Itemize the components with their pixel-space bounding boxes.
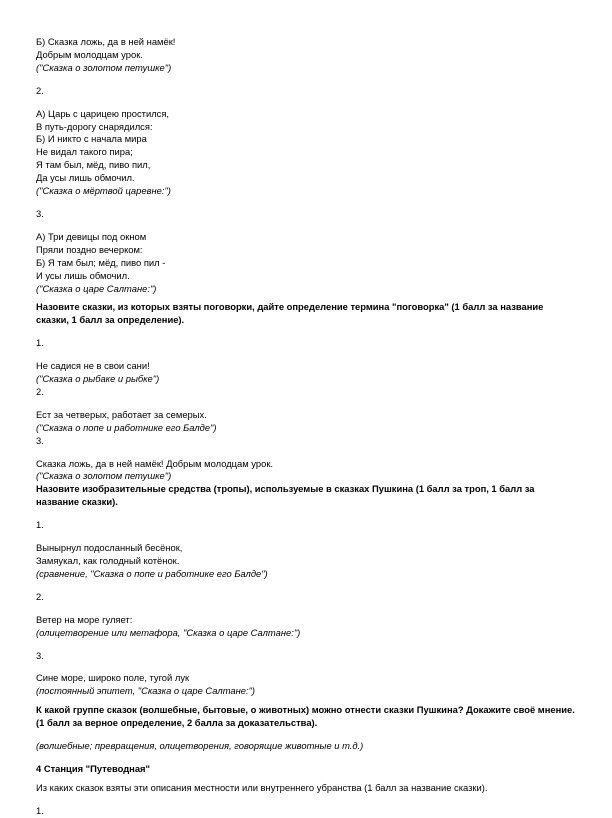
task-question: Назовите сказки, из которых взяты поговорки, дайте определение термина "поговорка" (1 балл за название сказки, 1 балл за определение).: [36, 301, 544, 326]
trope-line: Вынырнул подосланный бесёнок,: [36, 542, 183, 554]
task-question: Назовите изобразительные средства (тропы), используемые в сказках Пушкина (1 балл за троп, 1 балл за название сказки).: [36, 483, 535, 508]
task-tropes: [36, 483, 576, 698]
task-answer: (волшебные; превращения, олицетворения, говорящие животные и т.д.): [36, 740, 364, 752]
quote-line: Не видал такого пира;: [36, 146, 133, 158]
item-number: 1.: [36, 519, 44, 531]
trope-line: Замяукал, как голодный котёнок.: [36, 555, 180, 566]
quote-block-3: [36, 208, 576, 295]
document-page: [36, 36, 576, 818]
station-title: 4 Станция "Путеводная": [36, 762, 150, 774]
item-number: 2.: [36, 590, 44, 602]
quote-line: И усы лишь обмочил.: [36, 269, 130, 281]
proverb-text: Сказка ложь, да в ней намёк! Добрым молодцам урок.: [36, 457, 274, 469]
proverb-text: Ест за четверых, работает за семерых.: [36, 408, 207, 420]
quote-line: В путь-дорогу снарядился:: [36, 120, 153, 132]
task-proverbs: [36, 301, 576, 483]
proverb-text: Не садися не в свои сани!: [36, 360, 150, 372]
quote-source: ("Сказка о мёртвой царевне:"): [36, 185, 171, 197]
quote-line: Я там был, мёд, пиво пил,: [36, 159, 151, 171]
trope-answer: (сравнение, "Сказка о попе и работнике его Балде"): [36, 567, 268, 579]
trope-line: Сине море, широко поле, тугой лук: [36, 672, 190, 684]
quote-line: А) Три девицы под окном: [36, 230, 147, 242]
quote-source: ("Сказка о царе Салтане:"): [36, 282, 157, 294]
quote-line: Да усы лишь обмочил.: [36, 172, 135, 184]
quote-line: Пряли поздно вечерком:: [36, 243, 143, 255]
quote-line: Добрым молодцам урок.: [36, 48, 143, 60]
item-number: 1.: [36, 337, 44, 349]
quote-line: Б) И никто с начала мира: [36, 133, 147, 145]
trope-answer: (олицетворение или метафора, "Сказка о царе Салтане:"): [36, 626, 301, 638]
item-number: 3.: [36, 434, 44, 446]
quote-line: А) Царь с царицею простился,: [36, 107, 170, 119]
task-question: К какой группе сказок (волшебные, бытовые, о животных) можно отнести сказки Пушкина? Докажите своё мнение. (1 балл за верное определение, 2 балла за доказательства).: [36, 704, 575, 729]
quote-source: ("Сказка о золотом петушке"): [36, 61, 172, 73]
proverb-source: ("Сказка о попе и работнике его Балде"): [36, 421, 217, 433]
trope-answer: (постоянный эпитет, "Сказка о царе Салтане:"): [36, 685, 256, 697]
item-number: 2.: [36, 385, 44, 397]
station-section: [36, 763, 576, 818]
station-task: Из каких сказок взяты эти описания местности или внутреннего убранства (1 балл за название сказки).: [36, 781, 488, 793]
quote-block-2: [36, 85, 576, 198]
task-groups: [36, 704, 576, 753]
item-number: 2.: [36, 84, 44, 96]
quote-line: Б) Я там был; мёд, пиво пил -: [36, 256, 166, 268]
item-number: 3.: [36, 207, 44, 219]
quote-block-1: [36, 36, 576, 75]
proverb-source: ("Сказка о золотом петушке"): [36, 470, 172, 482]
item-number: 1.: [36, 804, 44, 816]
quote-line: Б) Сказка ложь, да в ней намёк!: [36, 36, 176, 47]
trope-line: Ветер на море гуляет:: [36, 613, 133, 625]
proverb-source: ("Сказка о рыбаке и рыбке"): [36, 373, 160, 385]
item-number: 3.: [36, 649, 44, 661]
